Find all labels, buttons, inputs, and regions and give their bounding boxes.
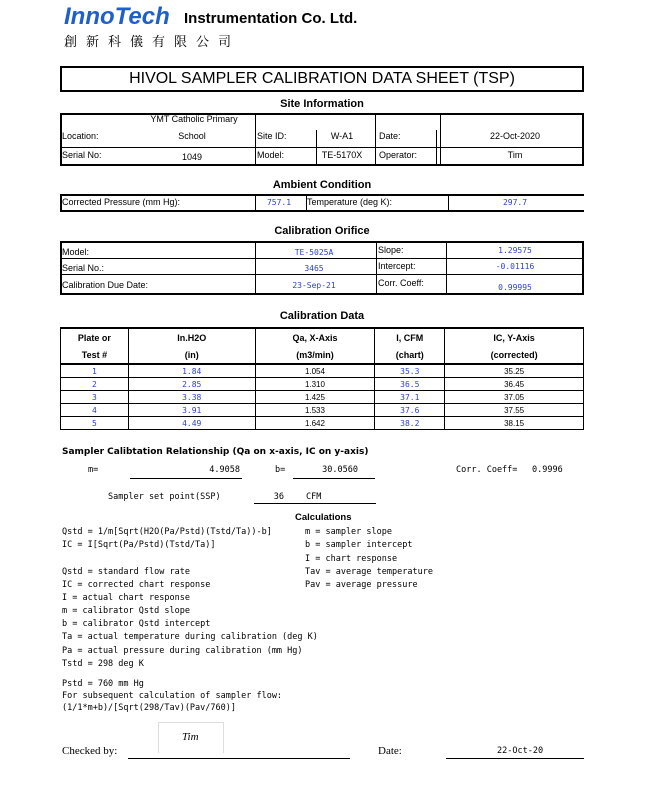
company-name: Instrumentation Co. Ltd. xyxy=(184,10,358,27)
site-info-heading: Site Information xyxy=(280,98,364,110)
intercept-value: -0.01116 xyxy=(495,262,535,271)
calc-right-line: b = sampler intercept xyxy=(305,540,413,550)
signature: Tim xyxy=(182,731,199,743)
model-value: TE-5170X xyxy=(321,150,363,160)
calc-line: IC = I[Sqrt(Pa/Pstd)(Tstd/Ta)] xyxy=(62,540,216,550)
table-cell: 3.91 xyxy=(128,404,255,417)
col-header: In.H2O xyxy=(128,328,255,346)
col-header: I, CFM xyxy=(375,328,445,346)
orifice-model-label: Model: xyxy=(62,247,90,257)
calc-line: m = calibrator Qstd slope xyxy=(62,606,190,616)
corr-coeff-label: Corr. Coeff: xyxy=(378,278,424,288)
calc-right-line: Pav = average pressure xyxy=(305,580,418,590)
company-chinese-name: 創新科儀有限公司 xyxy=(64,34,241,49)
calibration-due-value: 23-Sep-21 xyxy=(292,281,336,290)
table-cell: 37.1 xyxy=(375,391,445,404)
calc-line: IC = corrected chart response xyxy=(62,580,211,590)
calculations-heading: Calculations xyxy=(295,512,352,523)
b-value: 30.0560 xyxy=(322,465,358,475)
table-row xyxy=(61,391,584,404)
table-cell: 2.85 xyxy=(128,378,255,391)
table-cell: 2 xyxy=(61,378,129,391)
location-label: Location: xyxy=(62,131,99,141)
calc-line: I = actual chart response xyxy=(62,593,190,603)
col-header: (chart) xyxy=(375,346,445,364)
slope-label: Slope: xyxy=(378,245,404,255)
table-cell: 1.533 xyxy=(255,404,375,417)
temperature-value: 297.7 xyxy=(502,198,528,207)
ssp-value: 36 xyxy=(273,492,284,502)
corr-coeff-rel-label: Corr. Coeff= xyxy=(456,465,518,475)
site-id-label: Site ID: xyxy=(257,131,287,141)
intercept-label: Intercept: xyxy=(378,261,416,271)
date-label: Date: xyxy=(379,131,401,141)
calc-line: Qstd = standard flow rate xyxy=(62,567,190,577)
calc-right-line: m = sampler slope xyxy=(305,527,392,537)
location-value: School xyxy=(178,131,206,141)
calc-right-line: Tav = average temperature xyxy=(305,567,433,577)
b-label: b= xyxy=(275,465,286,475)
model-label: Model: xyxy=(257,150,285,160)
table-cell: 5 xyxy=(61,417,129,430)
corr-coeff-value: 0.99995 xyxy=(498,283,532,292)
calibration-due-label: Calibration Due Date: xyxy=(62,280,149,290)
table-cell: 1.310 xyxy=(255,378,375,391)
company-logo: InnoTech xyxy=(64,3,170,30)
col-header: Qa, X-Axis xyxy=(255,328,375,346)
checked-by-label: Checked by: xyxy=(62,745,118,757)
table-cell: 36.5 xyxy=(375,378,445,391)
pressure-value: 757.1 xyxy=(266,198,292,207)
orifice-heading: Calibration Orifice xyxy=(274,225,370,237)
pressure-label: Corrected Pressure (mm Hg): xyxy=(62,197,181,207)
table-row xyxy=(61,364,584,378)
calc-line: Pstd = 760 mm Hg xyxy=(62,679,144,689)
table-row xyxy=(61,417,584,430)
col-header: IC, Y-Axis xyxy=(445,328,584,346)
table-header-row xyxy=(61,346,584,364)
ambient-heading: Ambient Condition xyxy=(272,179,372,191)
table-cell: 35.25 xyxy=(445,364,584,378)
m-value: 4.9058 xyxy=(209,465,240,475)
caldata-heading: Calibration Data xyxy=(279,310,365,322)
table-cell: 1.054 xyxy=(255,364,375,378)
calc-line: b = calibrator Qstd intercept xyxy=(62,619,211,629)
table-cell: 1.425 xyxy=(255,391,375,404)
table-cell: 4 xyxy=(61,404,129,417)
ssp-unit: CFM xyxy=(306,492,322,502)
footer-date-value: 22-Oct-20 xyxy=(497,746,544,756)
table-row xyxy=(61,378,584,391)
table-cell: 37.55 xyxy=(445,404,584,417)
calc-line: (1/1*m+b)/[Sqrt(298/Tav)(Pav/760)] xyxy=(62,703,236,713)
location-line1: YMT Catholic Primary xyxy=(150,114,238,124)
m-label: m= xyxy=(88,465,99,475)
orifice-serial-value: 3465 xyxy=(304,264,324,273)
sheet-title: HIVOL SAMPLER CALIBRATION DATA SHEET (TSP) xyxy=(60,66,584,92)
calc-line: Ta = actual temperature during calibration (deg K) xyxy=(62,632,318,642)
table-cell: 4.49 xyxy=(128,417,255,430)
table-cell: 38.15 xyxy=(445,417,584,430)
orifice-model-value: TE-5025A xyxy=(294,248,334,257)
ssp-label: Sampler set point(SSP) xyxy=(108,492,221,502)
serial-label: Serial No: xyxy=(62,150,102,160)
table-cell: 3.38 xyxy=(128,391,255,404)
calc-line: Tstd = 298 deg K xyxy=(62,659,144,669)
calc-line: Qstd = 1/m[Sqrt(H2O(Pa/Pstd)(Tstd/Ta))-b] xyxy=(62,527,272,537)
calc-line: For subsequent calculation of sampler flow: xyxy=(62,691,283,701)
table-cell: 35.3 xyxy=(375,364,445,378)
orifice-serial-label: Serial No.: xyxy=(62,263,105,273)
col-header: (corrected) xyxy=(445,346,584,364)
relationship-heading: Sampler Calibtation Relationship (Qa on x-axis, IC on y-axis) xyxy=(62,447,369,457)
slope-value: 1.29575 xyxy=(498,246,532,255)
serial-value: 1049 xyxy=(181,152,203,162)
col-header: Plate or xyxy=(61,328,129,346)
col-header: (m3/min) xyxy=(255,346,375,364)
operator-value: Tim xyxy=(507,150,523,160)
table-cell: 3 xyxy=(61,391,129,404)
table-cell: 1.84 xyxy=(128,364,255,378)
col-header: (in) xyxy=(128,346,255,364)
operator-label: Operator: xyxy=(379,150,418,160)
table-cell: 36.45 xyxy=(445,378,584,391)
calibration-data-table xyxy=(60,327,584,430)
calc-right-line: I = chart response xyxy=(305,554,398,564)
table-cell: 37.6 xyxy=(375,404,445,417)
table-cell: 1.642 xyxy=(255,417,375,430)
table-row xyxy=(61,404,584,417)
table-header-row xyxy=(61,328,584,346)
date-value: 22-Oct-2020 xyxy=(489,131,541,141)
table-cell: 1 xyxy=(61,364,129,378)
corr-coeff-rel-value: 0.9996 xyxy=(532,465,563,475)
calc-line: Pa = actual pressure during calibration (mm Hg) xyxy=(62,646,303,656)
temperature-label: Temperature (deg K): xyxy=(307,197,393,207)
table-cell: 37.05 xyxy=(445,391,584,404)
table-cell: 38.2 xyxy=(375,417,445,430)
footer-date-label: Date: xyxy=(378,745,402,757)
col-header: Test # xyxy=(61,346,129,364)
site-id-value: W-A1 xyxy=(330,131,354,141)
